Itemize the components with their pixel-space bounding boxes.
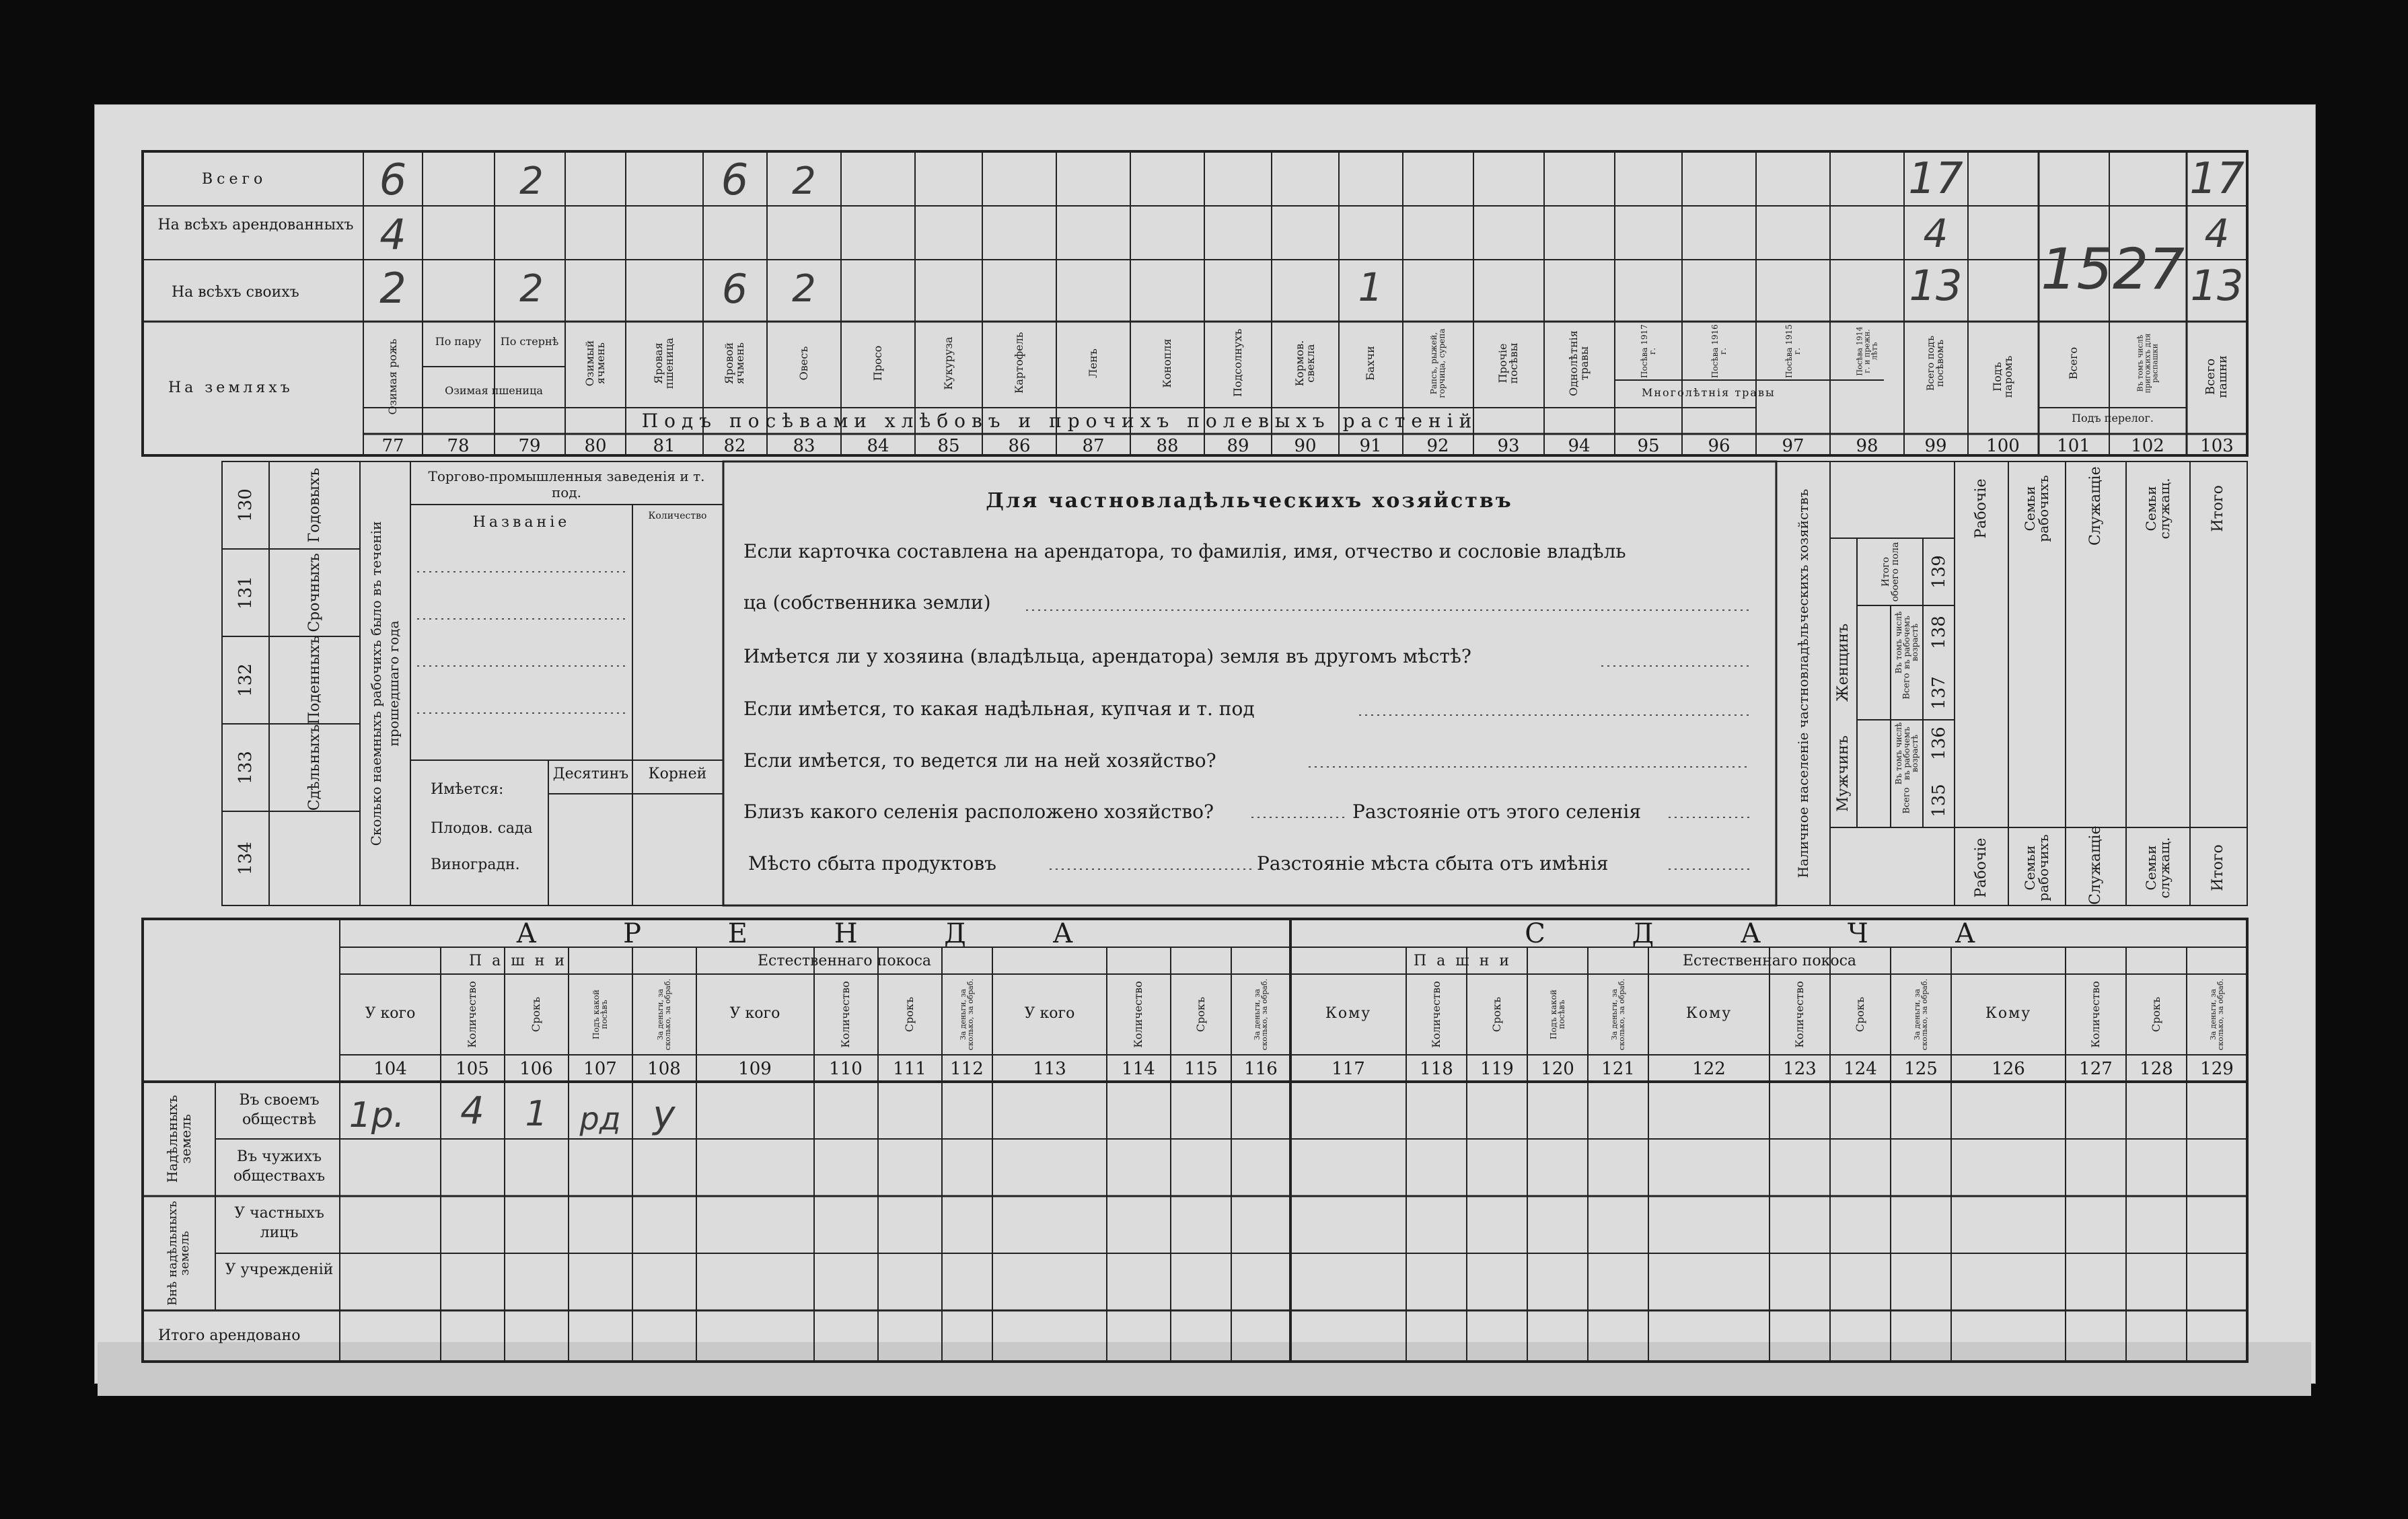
bcol-num-125: 125	[1904, 1059, 1938, 1079]
kolichestvo-label: Количество	[648, 511, 707, 521]
hw-r2-c99: 4	[1923, 211, 1948, 256]
col-num-83: 83	[793, 436, 815, 456]
arenda-estestv-pokosa: Естественнаго покоса	[757, 953, 932, 969]
col-num-85: 85	[937, 436, 960, 456]
hw-r1-c83: 2	[792, 159, 816, 203]
bcol-num-123: 123	[1783, 1059, 1817, 1079]
sdacha-title: С Д А Ч А	[1525, 918, 2014, 949]
private-farms-title: Для частновладѣльческихъ хозяйствъ	[986, 489, 1513, 513]
pod-kakoi-120: Подъ какой посѣвъ	[1549, 990, 1566, 1039]
vinograd-label: Виноградн.	[431, 856, 520, 873]
bcol-num-128: 128	[2140, 1059, 2173, 1079]
col-header-78: По пару	[435, 335, 482, 348]
sdacha-estestv-pokosa: Естественнаго покоса	[1682, 953, 1857, 969]
korney-label: Корней	[648, 766, 707, 782]
srok-128: Срокъ	[2150, 996, 2162, 1033]
col-num-101: 101	[2057, 436, 2090, 456]
itogo-arendovano: Итого арендовано	[158, 1327, 301, 1344]
col-num-95: 95	[1637, 436, 1660, 456]
bcol-num-108: 108	[647, 1059, 681, 1079]
mid-num-135: 135	[1929, 784, 1949, 817]
col-num-103: 103	[2200, 436, 2234, 456]
u-uchrezhdenii: У учрежденій	[225, 1261, 334, 1278]
plodov-sada-label: Плодов. сада	[431, 820, 533, 837]
desyatin-label: Десятинъ	[552, 766, 629, 782]
question-4: Если имѣется, то ведется ли на ней хозяйство?	[743, 749, 1216, 772]
col-header-85: Кукуруза	[942, 336, 955, 390]
col-num-94: 94	[1568, 436, 1591, 456]
bcol-num-127: 127	[2079, 1059, 2113, 1079]
col-num-80: 80	[584, 436, 607, 456]
rabochie-bottom: Рабочіе	[1973, 838, 1990, 898]
srok-111: Срокъ	[903, 996, 916, 1033]
col-header-99: Всего подъ посѣвомъ	[1926, 336, 1946, 391]
u-kogo-109: У кого	[729, 1005, 780, 1022]
mid-num-134: 134	[235, 842, 256, 875]
bcol-num-119: 119	[1480, 1059, 1514, 1079]
bcol-num-113: 113	[1033, 1059, 1066, 1079]
nadelnyh-zemel-label: Надѣльныхъ земель	[164, 1095, 194, 1183]
semi-sluzhashch-top: Семьи служащ.	[2143, 478, 2173, 540]
col-num-79: 79	[518, 436, 541, 456]
col-header-90: Кормов. свекла	[1293, 340, 1317, 387]
itogo-top: Итого	[2210, 485, 2226, 532]
bcol-num-107: 107	[583, 1059, 617, 1079]
col-num-90: 90	[1294, 436, 1317, 456]
col-num-91: 91	[1359, 436, 1382, 456]
hw-r1-c103: 17	[2189, 154, 2245, 204]
row-label-vsego: Всего	[202, 171, 267, 188]
col-header-77: Озимая рожь	[386, 338, 399, 415]
hw-r1-c99: 17	[1908, 154, 1963, 204]
rabochie-top: Рабочіе	[1973, 478, 1990, 539]
semi-rabochih-bottom: Семьи рабочихъ	[2022, 834, 2051, 901]
kolich-114: Количество	[1132, 981, 1144, 1048]
hw-r3-c101: 1527	[2041, 236, 2185, 302]
question-1-line-2: ца (собственника земли)	[743, 591, 991, 614]
col-num-89: 89	[1227, 436, 1249, 456]
komu-122: Кому	[1685, 1005, 1732, 1022]
mid-num-133: 133	[235, 751, 256, 784]
mnogoletnie-travy: Многолѣтнія травы	[1642, 386, 1776, 399]
col-num-82: 82	[723, 436, 746, 456]
hw-r3-c79: 2	[519, 267, 544, 311]
col-header-92: Рапсъ, рыжей, горчица, сурепа	[1429, 328, 1447, 398]
hw-r3-c82: 6	[721, 266, 748, 313]
col-header-102: Въ томъ числѣ пригожихъ для распашки	[2136, 333, 2160, 394]
hw-r3-c91: 1	[1358, 264, 1383, 310]
col-header-93: Прочіе посѣвы	[1496, 342, 1520, 384]
hw-c104: 1р.	[349, 1095, 405, 1136]
nazvanie-label: Названіе	[472, 514, 571, 531]
vne-nadelnyh-label: Внѣ надѣльныхъ земель	[166, 1201, 192, 1306]
hw-r3-c99: 13	[1909, 261, 1963, 310]
question-1-line-1: Если карточка составлена на арендатора, то фамилія, имя, отчество и сословіе владѣль	[743, 540, 1626, 562]
col-header-88: Конопля	[1161, 338, 1173, 388]
col-num-93: 93	[1497, 436, 1520, 456]
vsego-m: Всего	[1901, 787, 1912, 814]
u-kogo-113: У кого	[1024, 1005, 1075, 1022]
bcol-num-104: 104	[373, 1059, 407, 1079]
kolich-118: Количество	[1430, 981, 1443, 1048]
mid-label-sdelnyh: Сдѣльныхъ	[306, 724, 323, 811]
srok-124: Срокъ	[1854, 996, 1866, 1033]
v-chuzhih-obshchestvah: Въ чужихъ обществахъ	[233, 1148, 326, 1185]
hw-r3-c83: 2	[792, 267, 816, 311]
bcol-num-110: 110	[829, 1059, 863, 1079]
u-chastnyh-lic: У частныхъ лицъ	[234, 1205, 324, 1241]
bcol-num-116: 116	[1244, 1059, 1278, 1079]
za-dengi-108: За деньги, за сколько, за обраб.	[656, 978, 672, 1051]
vsego-zh: Всего	[1901, 673, 1912, 700]
bcol-num-109: 109	[738, 1059, 772, 1079]
sdacha-pashni: П а ш н и	[1413, 953, 1512, 969]
za-dengi-112: За деньги, за сколько, за обраб.	[959, 978, 975, 1051]
arenda-pashni: П а ш н и	[468, 953, 568, 969]
col-header-100: Подъ паромъ	[1991, 355, 2014, 398]
hw-c108: у	[653, 1093, 676, 1137]
hw-r1-c77: 6	[379, 155, 407, 205]
v-tom-chisle-zh: Въ томъ числѣ въ рабочемъ возрастѣ	[1894, 611, 1920, 674]
kolich-127: Количество	[2089, 981, 2102, 1048]
hw-r3-c103: 13	[2190, 261, 2244, 310]
bcol-num-106: 106	[519, 1059, 553, 1079]
mid-label-podennyh: Поденныхъ	[306, 635, 323, 725]
col-header-96: Посѣва 1916 г.	[1710, 324, 1728, 378]
col-header-103: Всего пашни	[2203, 355, 2230, 398]
col-num-84: 84	[867, 436, 889, 456]
col-header-97: Посѣва 1915 г.	[1784, 324, 1802, 378]
u-kogo-104: У кого	[365, 1005, 416, 1022]
bcol-num-105: 105	[455, 1059, 489, 1079]
srok-119: Срокъ	[1490, 996, 1503, 1033]
za-dengi-129: За деньги, за сколько, за обраб.	[2209, 978, 2225, 1051]
col-num-92: 92	[1426, 436, 1449, 456]
mid-num-138: 138	[1929, 616, 1949, 649]
row-label-svoih: На всѣхъ своихъ	[172, 284, 299, 301]
hw-r3-c77: 2	[379, 264, 406, 313]
bcol-num-118: 118	[1420, 1059, 1453, 1079]
col-num-100: 100	[1986, 436, 2020, 456]
bcol-num-112: 112	[950, 1059, 984, 1079]
hw-r1-c82: 6	[721, 155, 749, 205]
col-header-89: Подсолнухъ	[1231, 328, 1244, 397]
bcol-num-117: 117	[1331, 1059, 1365, 1079]
bcol-num-122: 122	[1692, 1059, 1726, 1079]
pod-kakoi-107: Подъ какой посѣвъ	[591, 990, 609, 1039]
col-header-82: Яровой ячмень	[723, 342, 746, 385]
imeetsya-label: Имѣется:	[431, 781, 504, 798]
col-header-ozimaya-pshenica: Озимая пшеница	[445, 384, 543, 397]
col-header-80: Озимый ячмень	[583, 340, 607, 387]
bcol-num-129: 129	[2200, 1059, 2234, 1079]
za-dengi-121: За деньги, за сколько, за обраб.	[1610, 978, 1626, 1051]
mid-num-136: 136	[1929, 727, 1949, 760]
col-header-98: Посѣва 1914 г. и прежн. лѣтъ	[1855, 326, 1879, 376]
col-header-83: Овесъ	[797, 346, 810, 381]
col-header-87: Ленъ	[1087, 348, 1099, 378]
nalichnoe-naselenie-title: Наличное населеніе частновладѣльческихъ хозяйствъ	[1795, 488, 1811, 879]
col-num-87: 87	[1082, 436, 1105, 456]
semi-sluzhashch-bottom: Семьи служащ.	[2143, 837, 2173, 899]
hw-r1-c79: 2	[519, 159, 544, 203]
col-header-86: Картофель	[1013, 332, 1025, 394]
col-header-84: Просо	[871, 345, 884, 381]
kolich-105: Количество	[466, 981, 478, 1048]
kolich-123: Количество	[1793, 981, 1806, 1048]
komu-126: Кому	[1985, 1005, 2032, 1022]
hw-r2-c103: 4	[2204, 211, 2230, 256]
col-header-79: По стернѣ	[500, 335, 559, 348]
col-num-97: 97	[1782, 436, 1804, 456]
hw-c106: 1	[525, 1094, 548, 1134]
col-header-101: Всего	[2067, 346, 2080, 380]
question-2: Имѣется ли у хозяина (владѣльца, арендатора) земля въ другомъ мѣстѣ?	[743, 645, 1471, 667]
mid-label-srochnyh: Срочныхъ	[306, 553, 323, 632]
col-num-81: 81	[653, 436, 676, 456]
row-label-na-zemlyah: На земляхъ	[168, 379, 293, 396]
sluzhashchie-bottom: Служащіе	[2087, 825, 2104, 905]
col-num-96: 96	[1708, 436, 1730, 456]
pod-perelog: Подъ перелог.	[2072, 412, 2154, 424]
bcol-num-111: 111	[893, 1059, 926, 1079]
bcol-num-120: 120	[1541, 1059, 1574, 1079]
itogo-oboego-pola: Итого обоего пола	[1881, 542, 1901, 602]
arenda-title: А Р Е Н Д А	[516, 918, 1112, 949]
komu-117: Кому	[1325, 1005, 1372, 1022]
question-5-b: Разстояніе отъ этого селенія	[1352, 801, 1641, 823]
question-6-a: Мѣсто сбыта продуктовъ	[748, 852, 996, 875]
srok-115: Срокъ	[1194, 996, 1207, 1033]
col-num-99: 99	[1924, 436, 1947, 456]
question-5-a: Близъ какого селенія расположено хозяйство?	[743, 801, 1214, 823]
v-tom-chisle-m: Въ томъ числѣ въ рабочемъ возрастѣ	[1894, 722, 1920, 785]
hw-c105: 4	[460, 1089, 484, 1133]
hw-r2-c77: 4	[379, 210, 406, 259]
col-num-102: 102	[2131, 436, 2164, 456]
za-dengi-125: За деньги, за сколько, за обраб.	[1913, 978, 1929, 1051]
hw-c107: рд	[579, 1101, 621, 1137]
za-dengi-116: За деньги, за сколько, за обраб.	[1253, 978, 1269, 1051]
col-num-78: 78	[447, 436, 470, 456]
hired-workers-title: Сколько наемныхъ рабочихъ было въ теченіи прошедшаго года	[368, 521, 402, 846]
muzhchin-label: Мужчинъ	[1835, 735, 1852, 812]
bcol-num-114: 114	[1122, 1059, 1155, 1079]
mid-num-132: 132	[235, 663, 256, 697]
question-6-b: Разстояніе мѣста сбыта отъ имѣнія	[1257, 852, 1609, 875]
bcol-num-124: 124	[1844, 1059, 1877, 1079]
srok-106: Срокъ	[530, 996, 542, 1033]
bcol-num-115: 115	[1184, 1059, 1218, 1079]
mid-num-130: 130	[235, 488, 256, 522]
col-num-86: 86	[1008, 436, 1031, 456]
col-num-88: 88	[1156, 436, 1179, 456]
col-num-98: 98	[1856, 436, 1878, 456]
col-header-94: Однолѣтнія травы	[1567, 330, 1591, 396]
kolich-110: Количество	[839, 981, 852, 1048]
mid-num-131: 131	[235, 576, 256, 609]
col-header-81: Яровая пшеница	[652, 337, 676, 390]
zhenshin-label: Женщинъ	[1835, 623, 1852, 702]
sluzhashchie-top: Служащіе	[2087, 466, 2104, 546]
itogo-bottom: Итого	[2210, 844, 2226, 891]
torg-prom-title: Торгово-промышленныя заведенія и т. под.	[428, 468, 705, 501]
v-svoem-obshchestve: Въ своемъ обществѣ	[239, 1092, 320, 1128]
bcol-num-121: 121	[1601, 1059, 1635, 1079]
bcol-num-126: 126	[1992, 1059, 2025, 1079]
pod-posevami-band: Подъ посѣвами хлѣбовъ и прочихъ полевыхъ растеній	[641, 410, 1478, 432]
mid-num-137: 137	[1929, 676, 1949, 710]
mid-label-godovyh: Годовыхъ	[306, 468, 323, 543]
col-num-77: 77	[381, 436, 404, 456]
col-header-95: Посѣва 1917 г.	[1640, 324, 1657, 378]
semi-rabochih-top: Семьи рабочихъ	[2022, 475, 2051, 542]
col-header-91: Бахчи	[1364, 346, 1377, 381]
row-label-arendovannyh: На всѣхъ арендованныхъ	[157, 217, 354, 233]
question-3: Если имѣется, то какая надѣльная, купчая и т. под	[743, 698, 1255, 720]
mid-num-139: 139	[1929, 555, 1949, 589]
